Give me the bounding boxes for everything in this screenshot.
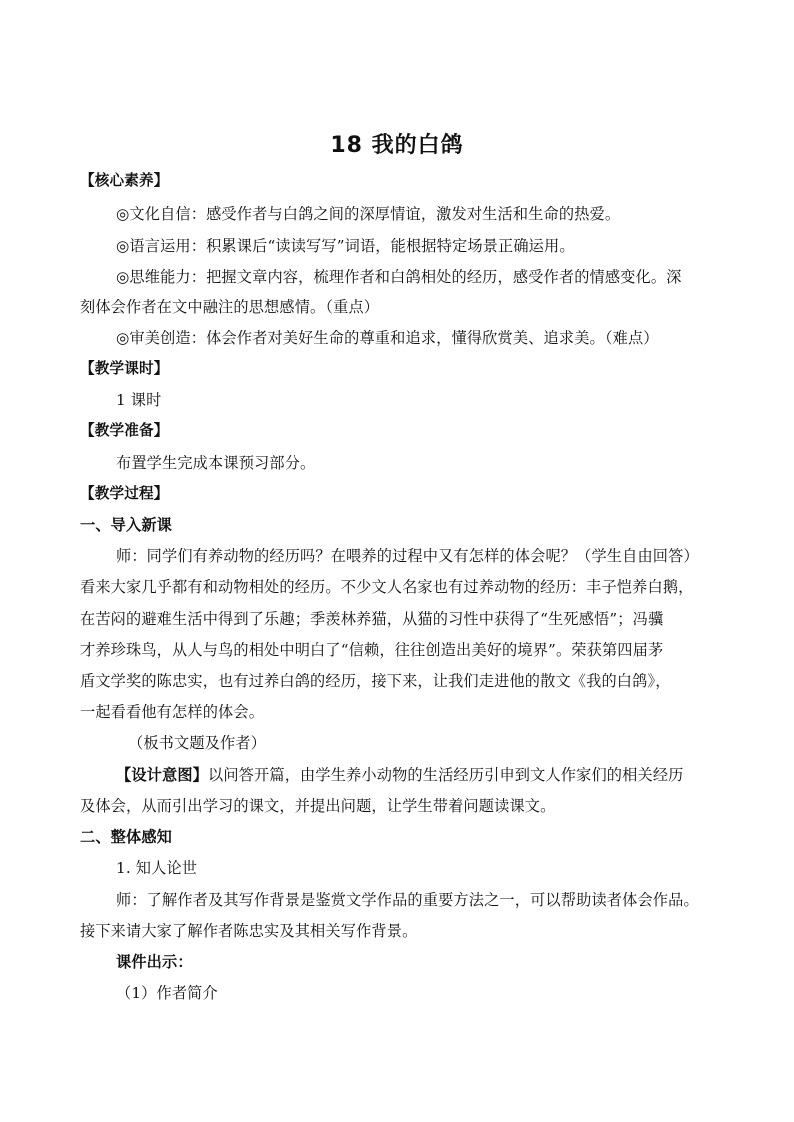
hours-heading: 【教学课时】 [80,360,169,377]
part1-line: 看来大家几乎都有和动物相处的经历。不少文人名家也有过养动物的经历：丰子恺养白鹅， [80,578,694,596]
part2-subheading: 1. 知人论世 [116,859,198,877]
hours-text: 1 课时 [116,391,162,409]
design-intent-text: 以问答开篇，由学生养小动物的生活经历引申到文人作家们的相关经历 [208,766,684,784]
part1-line: 一起看看他有怎样的体会。 [80,703,265,721]
part2-line: 师：了解作者及其写作背景是鉴赏文学作品的重要方法之一，可以帮助读者体会作品。 [116,891,699,909]
design-intent [116,765,720,785]
part1-line: 才养珍珠鸟，从人与鸟的相处中明白了“信赖，往往创造出美好的境界”。荣获第四届茅 [80,641,664,659]
core-item-culture: ◎文化自信：感受作者与白鸽之间的深厚情谊，激发对生活和生命的热爱。 [116,205,621,223]
prep-text: 布置学生完成本课预习部分。 [116,454,316,472]
part2-heading: 二、整体感知 [80,828,173,846]
part1-line: 盾文学奖的陈忠实，也有过养白鸽的经历，接下来，让我们走进他的散文《我的白鸽》， [80,672,671,690]
process-heading: 【教学过程】 [80,485,169,502]
page-title: 18 我的白鸽 [330,133,464,158]
core-item-language: ◎语言运用：积累课后“读读写写”词语，能根据特定场景正确运用。 [116,237,575,255]
design-intent-label: 【设计意图】 [116,766,209,784]
design-intent-cont: 及体会，从而引出学习的课文，并提出问题，让学生带着问题读课文。 [80,797,556,815]
part1-line: 在苦闷的避难生活中得到了乐趣；季羡林养猫，从猫的习性中获得了“生死感悟”；冯骥 [80,610,664,628]
prep-heading: 【教学准备】 [80,422,169,439]
slide-label: 课件出示： [116,953,193,971]
core-item-thinking-cont: 刻体会作者在文中融注的思想感情。（重点） [80,298,380,316]
part1-board-note: （板书文题及作者） [128,734,267,752]
author-intro-item: （1）作者简介 [116,984,218,1002]
core-heading: 【核心素养】 [80,172,169,189]
part2-line: 接下来请大家了解作者陈忠实及其相关写作背景。 [80,922,418,940]
core-item-aesthetic: ◎审美创造：体会作者对美好生命的尊重和追求，懂得欣赏美、追求美。（难点） [116,329,659,347]
part1-line: 师：同学们有养动物的经历吗？在喂养的过程中又有怎样的体会呢？（学生自由回答） [116,547,699,565]
part1-heading: 一、导入新课 [80,516,173,534]
core-item-thinking: ◎思维能力：把握文章内容，梳理作者和白鸽相处的经历，感受作者的情感变化。深 [116,268,682,286]
